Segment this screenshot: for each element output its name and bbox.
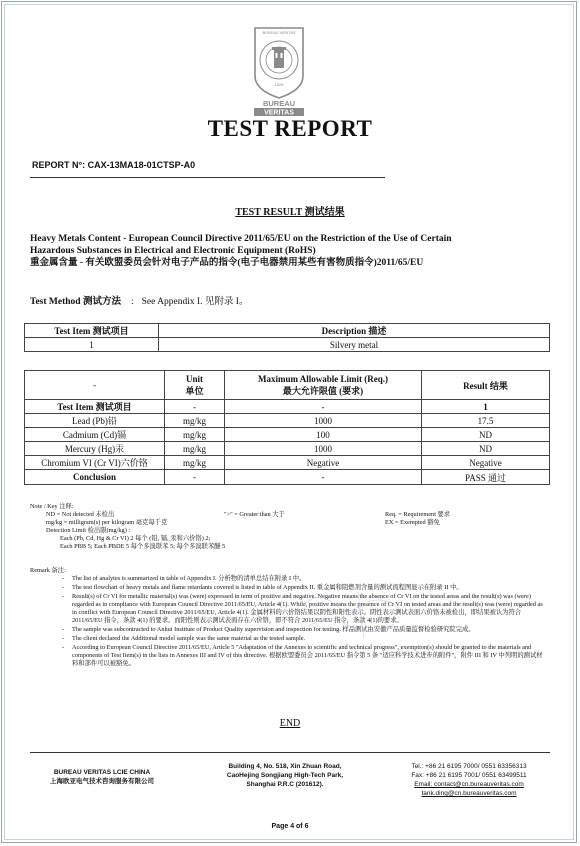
- test-method-value: See Appendix I. 见附录 I。: [141, 297, 249, 307]
- logo-name-line2: VERITAS: [264, 109, 294, 116]
- test-description: [30, 233, 550, 269]
- logo-ring-text: BUREAU VERITAS: [262, 31, 296, 35]
- cell-limit: -: [225, 470, 422, 485]
- remark-item: - Result(s) of Cr VI for metallic material(s) was (were) expressed in term of positive and negative. Negative means the absence of Cr VI on the tested areas and the result(s) was (were) regarded as in compliance with European Council Directive 2011/65/EU, Article 4(1). While, positive means the presence of Cr VI on tested areas and the result(s) was (were) regarded as in conflict with European Council Directive 2011/65/EU, Article 4(1). 金属材料的六价铬结果以阴性和阳性表示。阴性表示测试表面六价铬未被检出，即结果被认为符合 2011/65/EU 指令，条款 4(1) 的要求。而阳性则表示测试表面存在六价铬，即不符合 2011/65/EU 指令，条款 4(1)的要求。: [30, 593, 546, 625]
- cell-unit: mg/kg: [165, 414, 225, 428]
- remark-text: The client declared the Additional model sample was the same material as the tested sample.: [72, 635, 306, 642]
- footer-company: [42, 768, 162, 786]
- header-test-item: Test Item 测试项目: [25, 324, 159, 338]
- report-title: TEST REPORT: [207, 116, 373, 141]
- description-line-3: 重金属含量 - 有关欧盟委员会针对电子产品的指令(电子电器禁用某些有害物质指令)2011/65/EU: [30, 258, 424, 268]
- footer-rule: [30, 752, 550, 753]
- remark-text: The sample was subcontracted to Anhui Institute of Product Quality supervision and inspection for testing. 样品测试由安徽产品质量监督检验研究院完成。: [72, 626, 475, 633]
- remark-item: - The test flowchart of heavy metals and flame retardants covered is listed in table of Appendix II. 重金属和阻燃剂含量的测试流程图显示在附录 II 中。: [30, 584, 546, 592]
- cell-result: Negative: [422, 456, 550, 470]
- cell-result: ND: [422, 442, 550, 456]
- test-method-colon: :: [130, 297, 134, 307]
- footer-company-en: BUREAU VERITAS LCIE CHINA: [53, 769, 151, 776]
- cell-unit: mg/kg: [165, 428, 225, 442]
- header-dash: -: [25, 371, 165, 400]
- note-mgkg: mg/kg = milligram(s) per kilogram 毫克每千克: [46, 519, 168, 526]
- cell-item-number: 1: [25, 338, 159, 352]
- header-limit-en: Maximum Allowable Limit (Req.): [258, 373, 388, 384]
- cell-conclusion-label: Conclusion: [25, 470, 165, 485]
- remarks-section: [30, 567, 546, 669]
- footer-fax: Fax: +86 21 6195 7001/ 0551 63499511: [411, 772, 527, 779]
- cell-result: 17.5: [422, 414, 550, 428]
- logo-name-line1: BUREAU: [262, 99, 296, 108]
- table-row: [25, 428, 550, 442]
- remarks-heading: Remark 备注:: [30, 567, 66, 574]
- description-line-2: Hazardous Substances in Electrical and Electronic Equipment (RoHS): [30, 246, 316, 256]
- cell-conclusion-result: PASS 通过: [422, 470, 550, 485]
- note-exempted: EX = Exempted 豁免: [385, 519, 440, 526]
- report-number: REPORT N°: CAX-13MA18-01CTSP-A0: [32, 160, 196, 170]
- note-greater-than: ">" = Greater than 大于: [224, 511, 285, 518]
- footer-address-line-1: Building 4, No. 518, Xin Zhuan Road,: [228, 763, 342, 770]
- footer-address: [200, 762, 370, 789]
- result-table: [24, 370, 550, 485]
- cell-limit: Negative: [225, 456, 422, 470]
- cell-analyte: Lead (Pb)铅: [25, 414, 165, 428]
- cell-limit: 100: [225, 428, 422, 442]
- cell-limit: 1000: [225, 414, 422, 428]
- table-header-row: [25, 324, 550, 338]
- report-number-rule: [30, 177, 385, 178]
- note-detection-limit: Detection Limit 检出限(mg/kg) :: [46, 527, 131, 534]
- header-limit: [225, 371, 422, 400]
- footer-company-cn: 上海欧亚电气技术咨询服务有限公司: [50, 778, 154, 785]
- cell-unit: mg/kg: [165, 442, 225, 456]
- cell-analyte: Mercury (Hg)汞: [25, 442, 165, 456]
- table-row: [25, 414, 550, 428]
- note-nd: ND = Not detected 未检出: [46, 511, 115, 518]
- section-title: TEST RESULT 测试结果: [235, 207, 345, 218]
- cell-analyte: Chromium VI (Cr VI)六价铬: [25, 456, 165, 470]
- header-unit-cn: 单位: [185, 385, 204, 396]
- cell-result: ND: [422, 428, 550, 442]
- remark-text: The test flowchart of heavy metals and flame retardants covered is listed in table of Appendix II. 重金属和阻燃剂含量的测试流程图显示在附录 II 中。: [72, 584, 463, 591]
- remark-item: - The client declared the Additional model sample was the same material as the tested sample.: [30, 635, 546, 643]
- table-row: [25, 442, 550, 456]
- footer-address-line-2: CaoHejing Songjiang High-Tech Park,: [226, 772, 344, 779]
- note-detection-metals: Each (Pb, Cd, Hg & Cr VI) 2 每个 (铅, 镉, 汞和六价铬) 2;: [60, 535, 211, 542]
- table-row: [25, 456, 550, 470]
- header-unit: [165, 371, 225, 400]
- footer-tel: Tel.: +86 21 6195 7000/ 0551 63356313: [411, 763, 527, 770]
- cell-analyte: Cadmium (Cd)镉: [25, 428, 165, 442]
- description-line-1: Heavy Metals Content - European Council Directive 2011/65/EU on the Restriction of the Use of Certain: [30, 234, 452, 244]
- table-row: [25, 338, 550, 352]
- notes-heading: Note / Key 注释:: [30, 503, 74, 510]
- header-result: Result 结果: [422, 371, 550, 400]
- remark-item: - The list of analytes is summarized in table of Appendix I. 分析物的清单总结在附录 I 中。: [30, 575, 546, 583]
- footer-contact: [384, 762, 554, 798]
- bureau-veritas-logo: [250, 24, 308, 116]
- cell-limit: 1000: [225, 442, 422, 456]
- note-requirement: Req. = Requirement 要求: [385, 511, 451, 518]
- page-number: Page 4 of 6: [271, 823, 309, 830]
- test-method-label: Test Method 测试方法: [30, 297, 121, 307]
- remark-text: The list of analytes is summarized in table of Appendix I. 分析物的清单总结在附录 I 中。: [72, 575, 306, 582]
- cell-result: 1: [422, 400, 550, 414]
- test-item-table: [24, 323, 550, 352]
- cell-unit: -: [165, 400, 225, 414]
- table-header-row: [25, 371, 550, 400]
- remark-item: - The sample was subcontracted to Anhui Institute of Product Quality supervision and inspection for testing. 样品测试由安徽产品质量监督检验研究院完成。: [30, 626, 546, 634]
- header-description: Description 描述: [159, 324, 550, 338]
- cell-item-description: Silvery metal: [159, 338, 550, 352]
- cell-test-item-label: Test Item 测试项目: [25, 400, 165, 414]
- watermark-scribble: [298, 586, 418, 644]
- cell-limit: -: [225, 400, 422, 414]
- cell-unit: -: [165, 470, 225, 485]
- table-row: [25, 400, 550, 414]
- logo-year: 1828: [274, 82, 284, 87]
- end-marker: END: [279, 718, 301, 729]
- note-detection-pbb: Each PBB 5; Each PBDE 5 每个多溴联苯 5; 每个多溴联苯醚 5: [60, 543, 226, 550]
- footer-email-link[interactable]: Email: contact@cn.bureauveritas.com: [414, 781, 524, 788]
- remark-item: - According to European Council Directive 2011/65/EU, Article 5 "Adaptation of the Annexes to scientific and technical progress", exemption(s) should be granted to the materials and components of Test Item(s) in the lists in Annexes III and IV of this directive. 根据欧盟委员会 2011/65/EU 指令第 5 条 "适应科学技术进步的附件"，附件 III 和 IV 中列明的测试材料和部件可以被豁免。: [30, 644, 546, 668]
- conclusion-row: [25, 470, 550, 485]
- test-method: [30, 293, 248, 307]
- footer-email-link-2[interactable]: tank.ding@cn.bureauveritas.com: [421, 790, 517, 797]
- header-unit-en: Unit: [185, 373, 203, 384]
- footer-address-line-3: Shanghai P.R.C (201612).: [246, 781, 324, 788]
- remark-text: Result(s) of Cr VI for metallic material(s) was (were) expressed in term of positive and negative. Negative means the absence of Cr VI on the tested areas and the result(s) was (were) regarded as in compliance with European Council Directive 2011/65/EU, Article 4(1). While, positive means the presence of Cr VI on tested areas and the result(s) was (were) regarded as in conflict with European Council Directive 2011/65/EU, Article 4(1). 金属材料的六价铬结果以阴性和阳性表示。阴性表示测试表面六价铬未被检出，即结果被认为符合 2011/65/EU 指令，条款 4(1) 的要求。而阳性则表示测试表面存在六价铬，即不符合 2011/65/EU 指令，条款 4(1)的要求。: [72, 593, 543, 624]
- cell-unit: mg/kg: [165, 456, 225, 470]
- remark-text: According to European Council Directive 2011/65/EU, Article 5 "Adaptation of the Annexes to scientific and technical progress", exemption(s) should be granted to the materials and components of Test Item(s) in the lists in Annexes III and IV of this directive. 根据欧盟委员会 2011/65/EU 指令第 5 条 "适应科学技术进步的附件"，附件 III 和 IV 中列明的测试材料和部件可以被豁免。: [72, 644, 543, 667]
- header-limit-cn: 最大允许限值 (要求): [282, 385, 364, 396]
